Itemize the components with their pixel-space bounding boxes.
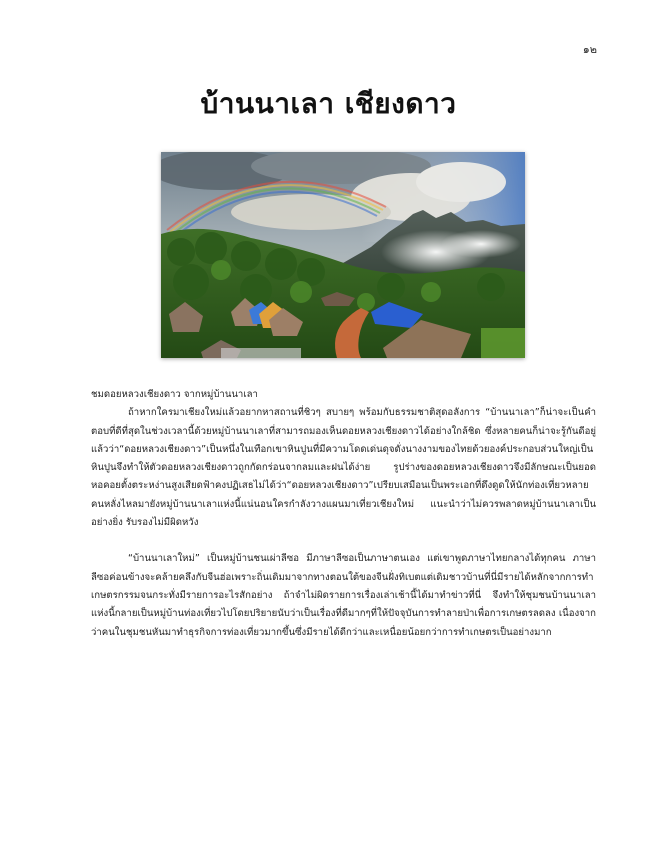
photo-caption: ชมดอยหลวงเชียงดาว จากหมู่บ้านนาเลา [91,389,258,400]
page-title: บ้านนาเลา เชียงดาว [200,87,457,120]
paragraph-2: “บ้านนาเลาใหม่” เป็นหมู่บ้านชนเผ่าลีซอ มีภาษาลีซอเป็นภาษาตนเอง แต่เขาพูดภาษาไทยกลางได้ทุกคน ภาษาลีซอค่อนข้างจะคล้ายคลึงกับจีนฮ่อเพราะถิ่นเดิมมาจากทางตอนใต้ของจีนฝั่งทิเบตแต่เดิมชาวบ้านที่นี่มีรายได้หลักจากการทำเกษตรกรรมจนกระทั่งมีรายการอะไรสักอย่าง ถ้าจำไม่ผิดรายการเรื่องเล่าเช้านี้ได้มาทำข่าวที่นี่ จึงทำให้ชุมชนบ้านนาเลาแห่งนี้กลายเป็นหมู่บ้านท่องเที่ยวไปโดยปริยายนับว่าเป็นเรื่องที่ดีมากๆที่ให้ปัจจุบันการทำลายป่าเพื่อการเกษตรลดลง เนื่องจากว่าคนในชุมชนหันมาทำธุรกิจการท่องเที่ยวมากขึ้นซึ่งมีรายได้ดีกว่าและเหนื่อยน้อยกว่าการทำเกษตรเป็นอย่างมาก [91,553,596,638]
landscape-illustration [161,152,525,358]
article-body [91,386,596,642]
landscape-photo [161,152,525,358]
page-number: ๑๒ [582,43,597,56]
paragraph-1: ถ้าหากใครมาเชียงใหม่แล้วอยากหาสถานที่ชิวๆ สบายๆ พร้อมกับธรรมชาติสุดอลังการ “บ้านนาเลา”ก็น่าจะเป็นคำตอบที่ดีที่สุดในช่วงเวลานี้ด้วยหมู่บ้านนาเลาที่สามารถมองเห็นดอยหลวงเชียงดาวได้อย่างใกล้ชิด ซึ่งหลายคนก็น่าจะรู้กันดีอยู่แล้วว่า“ดอยหลวงเชียงดาว”เป็นหนึ่งในเทือกเขาหินปูนที่มีความโดดเด่นดุจดั่งนางงามของไทยด้วยองค์ประกอบส่วนใหญ่เป็นหินปูนจึงทำให้ตัวดอยหลวงเชียงดาวถูกกัดกร่อนจากลมและฝนได้ง่าย รูปร่างของดอยหลวงเชียงดาวจึงมีลักษณะเป็นยอดหอคอยตั้งตระหง่านสูงเสียดฟ้าคงปฏิเสธไม่ได้ว่า“ดอยหลวงเชียงดาว”เปรียบเสมือนเป็นพระเอกที่ดึงดูดให้นักท่องเที่ยวหลายคนหลั่งไหลมายังหมู่บ้านนาเลาแห่งนี้แน่นอนใครกำลังวางแผนมาเที่ยวเชียงใหม่ แนะนำว่าไม่ควรพลาดหมู่บ้านนาเลาเป็นอย่างยิ่ง รับรองไม่มีผิดหวัง [91,407,596,529]
